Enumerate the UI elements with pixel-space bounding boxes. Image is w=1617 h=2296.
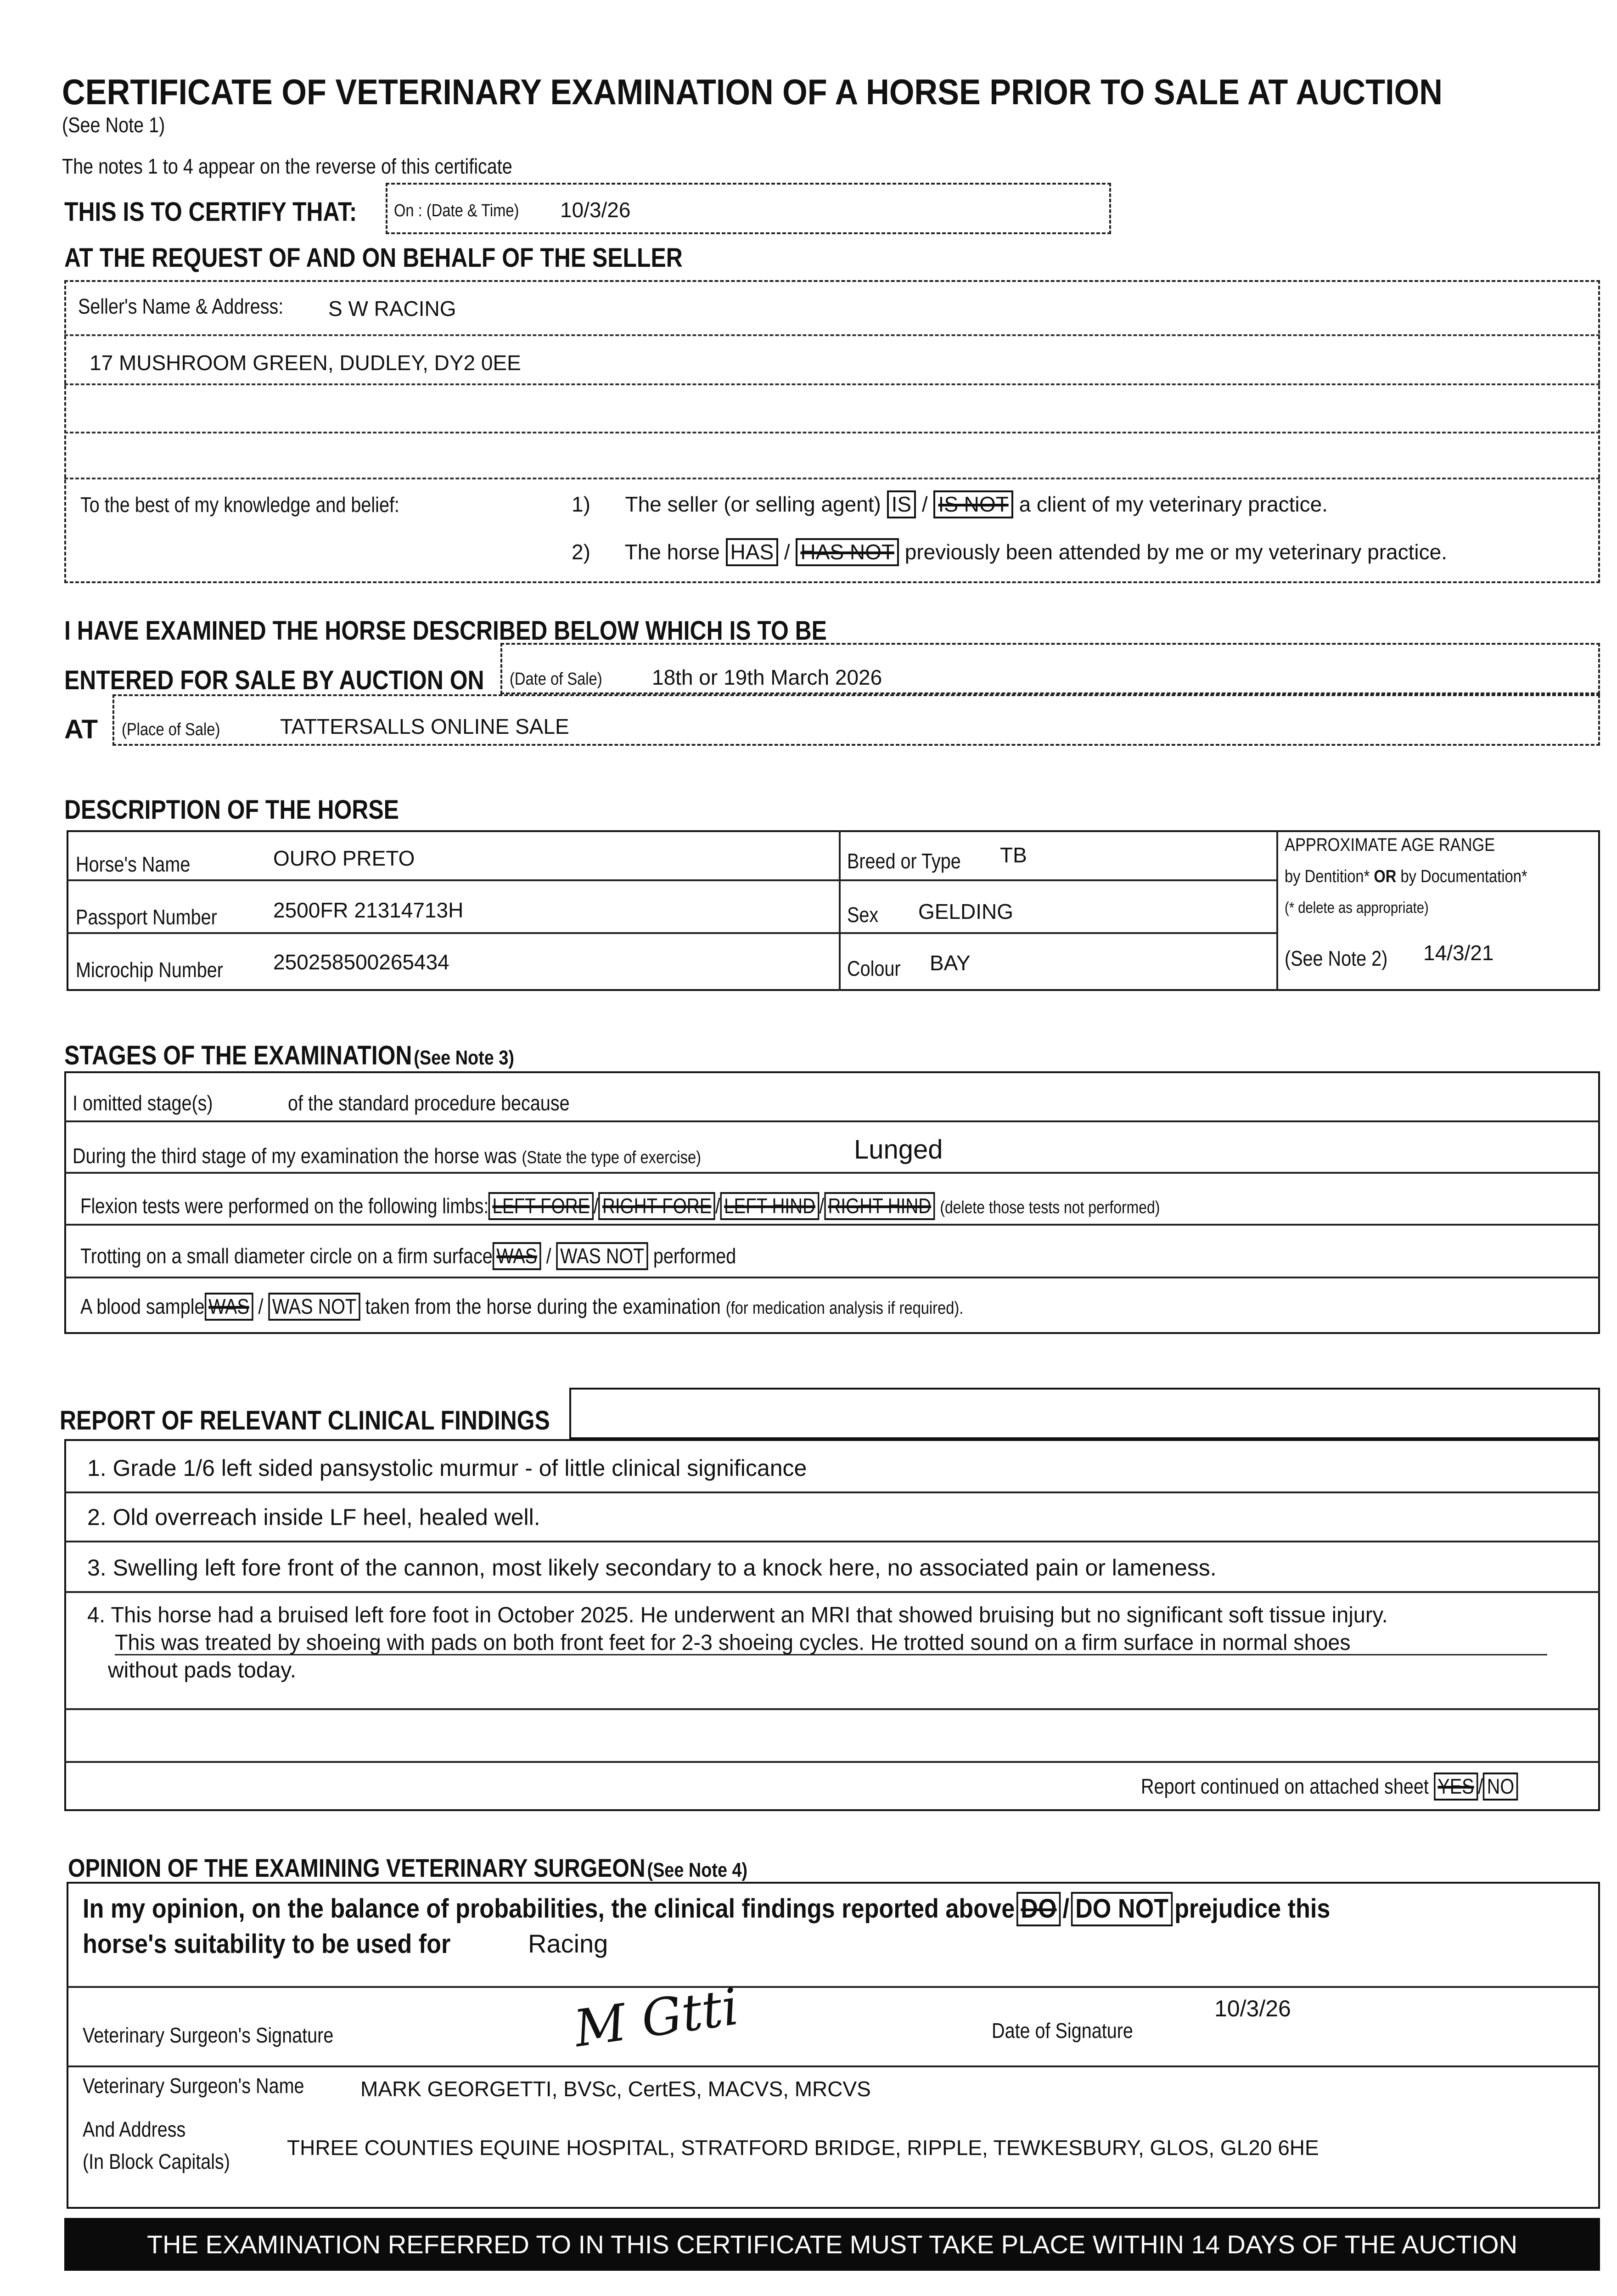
continued-text: Report continued on attached sheet YES / NO bbox=[1141, 1773, 1579, 1801]
third-stage-value: Lunged bbox=[854, 1135, 943, 1165]
breed-value: TB bbox=[1000, 843, 1027, 867]
on-date-label: On : (Date & Time) bbox=[394, 201, 519, 220]
description-heading: DESCRIPTION OF THE HORSE bbox=[64, 795, 399, 825]
finding-4-line-3: without pads today. bbox=[108, 1658, 297, 1683]
finding-4-line-1: 4. This horse had a bruised left fore foot in October 2025. He underwent an MRI that showed bruising but no significant soft tissue injury. bbox=[87, 1603, 1388, 1627]
age-value: 14/3/21 bbox=[1423, 941, 1494, 965]
passport-label: Passport Number bbox=[76, 905, 217, 929]
seller-item-2: 2) The horse HAS / HAS NOT previously been attended by me or my veterinary practice. bbox=[572, 538, 1447, 566]
age-heading: APPROXIMATE AGE RANGE bbox=[1285, 835, 1495, 855]
blood-was-option[interactable]: WAS bbox=[205, 1293, 253, 1321]
finding-1: 1. Grade 1/6 left sided pansystolic murmur - of little clinical significance bbox=[87, 1455, 807, 1481]
on-date-value: 10/3/26 bbox=[560, 198, 631, 222]
request-label: AT THE REQUEST OF AND ON BEHALF OF THE SELLER bbox=[64, 243, 683, 273]
age-see-note: (See Note 2) bbox=[1285, 946, 1388, 970]
sale-date-label: (Date of Sale) bbox=[510, 670, 602, 689]
continued-yes-option[interactable]: YES bbox=[1434, 1773, 1478, 1801]
limb-right-fore[interactable]: RIGHT FORE bbox=[599, 1192, 715, 1220]
attended-has-not-option[interactable]: HAS NOT bbox=[796, 538, 898, 566]
stages-heading: STAGES OF THE EXAMINATION (See Note 3) bbox=[64, 1041, 514, 1070]
sale-place-value: TATTERSALLS ONLINE SALE bbox=[280, 715, 569, 738]
horse-name-label: Horse's Name bbox=[76, 852, 191, 876]
blood-was-not-option[interactable]: WAS NOT bbox=[268, 1293, 360, 1321]
opinion-line-2: horse's suitability to be used for bbox=[83, 1929, 451, 1959]
see-note-1: (See Note 1) bbox=[62, 113, 165, 137]
opinion-heading: OPINION OF THE EXAMINING VETERINARY SURGEON (See Note 4) bbox=[68, 1853, 748, 1882]
sale-place-label: (Place of Sale) bbox=[122, 720, 220, 739]
age-by: by Dentition* OR by Documentation* bbox=[1285, 867, 1527, 886]
prejudice-do-not-option[interactable]: DO NOT bbox=[1071, 1892, 1173, 1926]
breed-label: Breed or Type bbox=[847, 849, 961, 873]
seller-name-label: Seller's Name & Address: bbox=[78, 294, 284, 318]
continued-no-option[interactable]: NO bbox=[1483, 1773, 1518, 1801]
seller-item-1: 1) The seller (or selling agent) IS / IS NOT a client of my veterinary practice. bbox=[572, 490, 1328, 518]
flexion-text: Flexion tests were performed on the following limbs: LEFT FORE / RIGHT FORE / LEFT HIND / RIGHT HIND (delete those tests not performed) bbox=[80, 1192, 1365, 1220]
horse-name-value: OURO PRETO bbox=[273, 846, 415, 870]
omitted-stage-text: I omitted stage(s) of the standard procedure because bbox=[73, 1091, 570, 1115]
third-stage-text: During the third stage of my examination the horse was (State the type of exercise) bbox=[73, 1144, 702, 1168]
notes-line: The notes 1 to 4 appear on the reverse of this certificate bbox=[62, 154, 512, 178]
date-signature-value: 10/3/26 bbox=[1214, 1996, 1291, 2021]
sex-value: GELDING bbox=[918, 900, 1014, 923]
vet-address-label-2: (In Block Capitals) bbox=[83, 2150, 230, 2173]
opinion-use-value: Racing bbox=[528, 1929, 608, 1958]
limb-right-hind[interactable]: RIGHT HIND bbox=[824, 1192, 935, 1220]
colour-label: Colour bbox=[847, 957, 901, 980]
findings-heading-box bbox=[569, 1388, 1600, 1439]
knowledge-label: To the best of my knowledge and belief: bbox=[80, 493, 399, 517]
opinion-line-1: In my opinion, on the balance of probabilities, the clinical findings reported above DO / DO NOT prejudice this bbox=[83, 1892, 1469, 1926]
examined-label: I HAVE EXAMINED THE HORSE DESCRIBED BELOW WHICH IS TO BE bbox=[64, 616, 827, 646]
signature: M Gtti bbox=[570, 1977, 742, 2059]
age-delete-note: (* delete as appropriate) bbox=[1285, 899, 1429, 917]
vet-address-value: THREE COUNTIES EQUINE HOSPITAL, STRATFORD BRIDGE, RIPPLE, TEWKESBURY, GLOS, GL20 6HE bbox=[287, 2136, 1319, 2160]
microchip-label: Microchip Number bbox=[76, 958, 223, 982]
at-label: AT bbox=[64, 715, 98, 744]
limb-left-hind[interactable]: LEFT HIND bbox=[720, 1192, 820, 1220]
limb-left-fore[interactable]: LEFT FORE bbox=[488, 1192, 594, 1220]
certificate-title: CERTIFICATE OF VETERINARY EXAMINATION OF A HORSE PRIOR TO SALE AT AUCTION bbox=[62, 72, 1443, 112]
finding-2: 2. Old overreach inside LF heel, healed well. bbox=[87, 1504, 540, 1530]
seller-address-value: 17 MUSHROOM GREEN, DUDLEY, DY2 0EE bbox=[90, 351, 521, 375]
trot-was-not-option[interactable]: WAS NOT bbox=[556, 1242, 648, 1270]
trot-was-option[interactable]: WAS bbox=[493, 1242, 541, 1270]
vet-name-value: MARK GEORGETTI, BVSc, CertES, MACVS, MRCVS bbox=[360, 2077, 871, 2101]
finding-4-line-2: This was treated by shoeing with pads on both front feet for 2-3 shoeing cycles. He trotted sound on a firm surface in normal shoes bbox=[115, 1631, 1351, 1655]
microchip-value: 250258500265434 bbox=[273, 950, 449, 974]
entered-label: ENTERED FOR SALE BY AUCTION ON bbox=[64, 665, 484, 695]
finding-3: 3. Swelling left fore front of the cannon, most likely secondary to a knock here, no associated pain or lameness. bbox=[87, 1555, 1217, 1581]
certify-label: THIS IS TO CERTIFY THAT: bbox=[64, 197, 357, 227]
vet-name-label: Veterinary Surgeon's Name bbox=[83, 2074, 304, 2098]
prejudice-do-option[interactable]: DO bbox=[1016, 1892, 1061, 1926]
footer-banner-text: THE EXAMINATION REFERRED TO IN THIS CERTIFICATE MUST TAKE PLACE WITHIN 14 DAYS OF THE AUCTION bbox=[146, 2230, 1518, 2259]
signature-label: Veterinary Surgeon's Signature bbox=[83, 2023, 334, 2047]
findings-heading: REPORT OF RELEVANT CLINICAL FINDINGS bbox=[60, 1406, 550, 1435]
passport-value: 2500FR 21314713H bbox=[273, 898, 464, 922]
date-signature-label: Date of Signature bbox=[992, 2019, 1133, 2043]
colour-value: BAY bbox=[930, 951, 971, 975]
sale-date-value: 18th or 19th March 2026 bbox=[652, 665, 882, 689]
sex-label: Sex bbox=[847, 903, 879, 927]
vet-address-label-1: And Address bbox=[83, 2117, 186, 2141]
blood-text: A blood sample WAS / WAS NOT taken from the horse during the examination (for medication analysis if required). bbox=[80, 1293, 1107, 1321]
client-is-option[interactable]: IS bbox=[887, 490, 916, 518]
trot-text: Trotting on a small diameter circle on a firm surface WAS / WAS NOT performed bbox=[80, 1242, 843, 1270]
client-is-not-option[interactable]: IS NOT bbox=[933, 490, 1013, 518]
seller-name-value: S W RACING bbox=[328, 297, 456, 321]
attended-has-option[interactable]: HAS bbox=[726, 538, 779, 566]
